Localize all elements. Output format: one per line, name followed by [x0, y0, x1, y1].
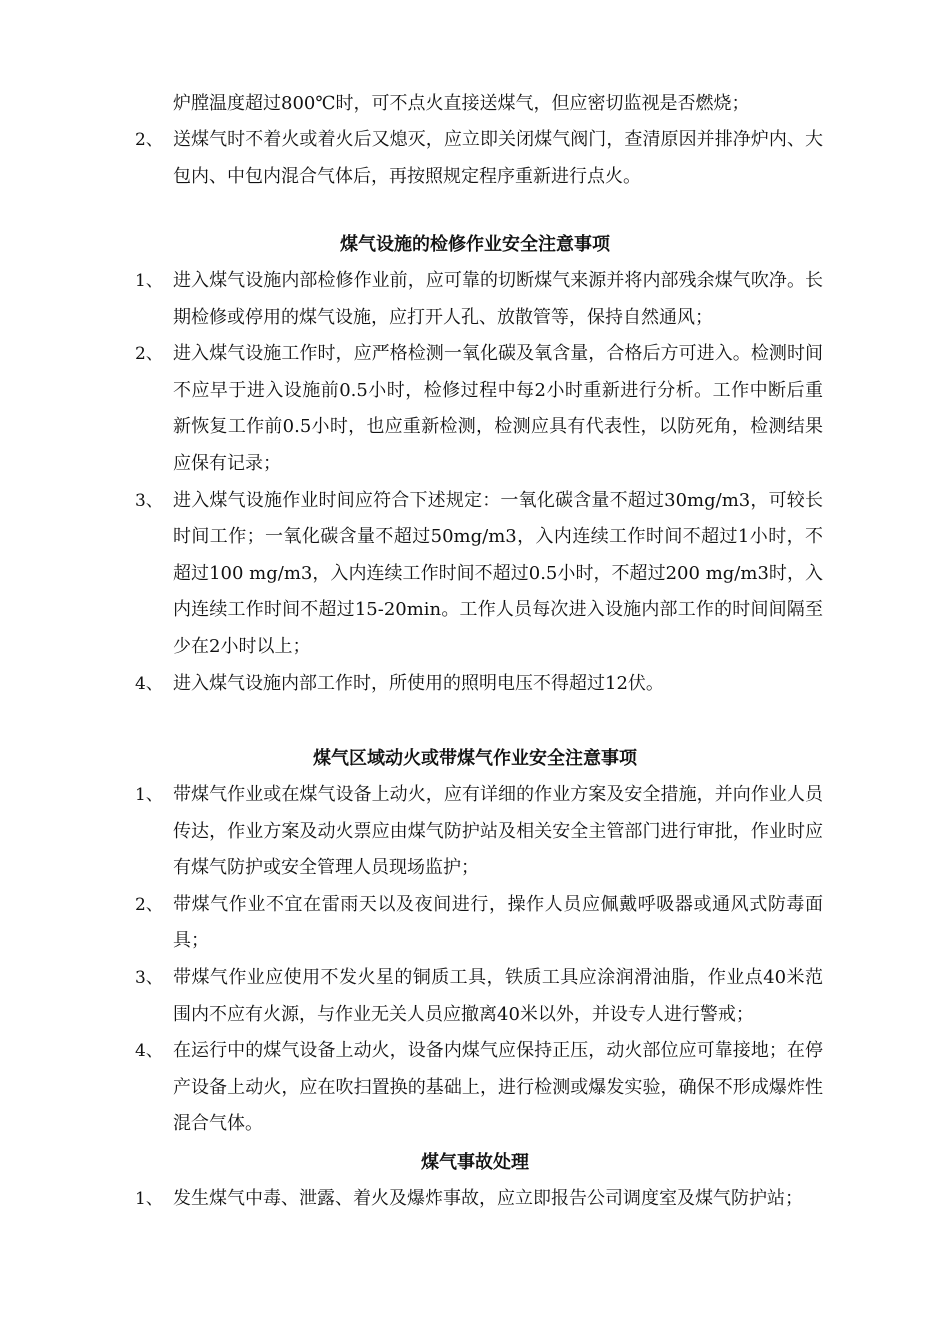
item-text: 带煤气作业应使用不发火星的铜质工具，铁质工具应涂润滑油脂，作业点40米范围内不应有火源，与作业无关人员应撤离40米以外，并设专人进行警戒；	[173, 966, 823, 1025]
intro-list	[0, 122, 950, 195]
item-number: 4、	[135, 1041, 163, 1062]
item-number: 3、	[135, 490, 163, 511]
list-item	[135, 1181, 823, 1218]
list-item	[135, 960, 823, 1033]
item-text: 发生煤气中毒、泄露、着火及爆炸事故，应立即报告公司调度室及煤气防护站；	[173, 1188, 803, 1209]
section-hot-work	[0, 741, 950, 1143]
section-maintenance	[0, 227, 950, 702]
list-item	[135, 777, 823, 887]
item-text: 进入煤气设施内部检修作业前，应可靠的切断煤气来源并将内部残余煤气吹净。长期检修或停用的煤气设施，应打开人孔、放散管等，保持自然通风；	[173, 270, 823, 328]
list-item	[135, 336, 823, 482]
item-number: 1、	[135, 1189, 163, 1209]
item-text: 进入煤气设施工作时，应严格检测一氧化碳及氧含量，合格后方可进入。检测时间不应早于进入设施前0.5小时，检修过程中每2小时重新进行分析。工作中断后重新恢复工作前0.5小时，也应重新检测，检测应具有代表性，以防死角，检测结果应保有记录；	[173, 343, 823, 474]
item-number: 4、	[135, 673, 163, 694]
item-text: 送煤气时不着火或着火后又熄灭，应立即关闭煤气阀门，查清原因并排净炉内、大包内、中包内混合气体后，再按照规定程序重新进行点火。	[173, 129, 823, 187]
item-text: 在运行中的煤气设备上动火，设备内煤气应保持正压，动火部位应可靠接地；在停产设备上动火，应在吹扫置换的基础上，进行检测或爆发实验，确保不形成爆炸性混合气体。	[173, 1040, 823, 1135]
item-text: 进入煤气设施作业时间应符合下述规定：一氧化碳含量不超过30mg/m3，可较长时间工作；一氧化碳含量不超过50mg/m3，入内连续工作时间不超过1小时，不超过100 mg/m3，入内连续工作时间不超过0.5小时，不超过200 mg/m3时，入内连续工作时间不超过15-20min。工作人员每次进入设施内部工作的时间间隔至少在2小时以上；	[173, 489, 823, 657]
section-heading: 煤气设施的检修作业安全注意事项	[340, 234, 610, 255]
item-number: 3、	[135, 967, 163, 988]
item-number: 2、	[135, 894, 163, 915]
section-accident-handling	[0, 1145, 950, 1218]
list-item	[135, 1033, 823, 1143]
item-text: 带煤气作业或在煤气设备上动火，应有详细的作业方案及安全措施，并向作业人员传达，作业方案及动火票应由煤气防护站及相关安全主管部门进行审批，作业时应有煤气防护或安全管理人员现场监护；	[173, 784, 823, 879]
list-item	[135, 666, 823, 703]
item-text: 带煤气作业不宜在雷雨天以及夜间进行，操作人员应佩戴呼吸器或通风式防毒面具；	[173, 893, 823, 952]
list-item	[135, 263, 823, 336]
item-number: 1、	[135, 785, 163, 805]
list-item	[135, 483, 823, 666]
section-heading: 煤气区域动火或带煤气作业安全注意事项	[313, 748, 637, 769]
list-item	[135, 122, 823, 195]
item-number: 1、	[135, 271, 163, 291]
list-item	[135, 887, 823, 960]
continuation-text: 炉膛温度超过800℃时，可不点火直接送煤气，但应密切监视是否燃烧；	[173, 93, 750, 114]
item-text: 进入煤气设施内部工作时，所使用的照明电压不得超过12伏。	[173, 672, 664, 694]
item-number: 2、	[135, 344, 163, 365]
item-number: 2、	[135, 130, 163, 150]
section-heading: 煤气事故处理	[421, 1152, 529, 1173]
